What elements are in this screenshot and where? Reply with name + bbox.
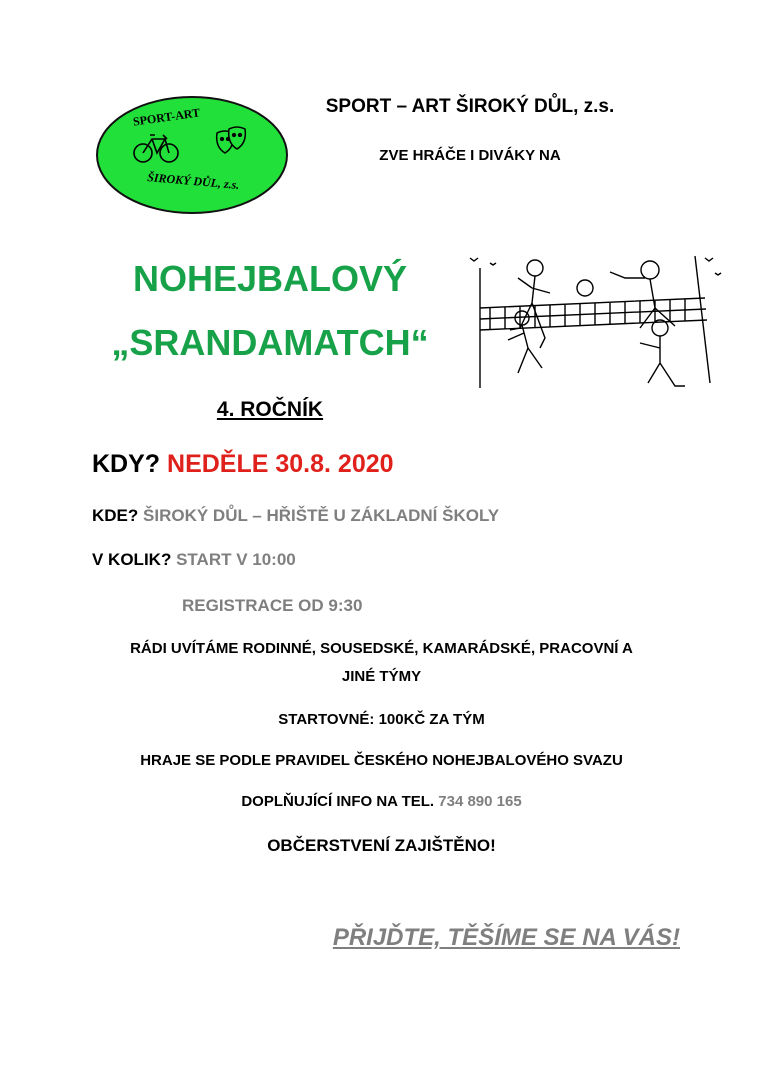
teams-text-line2: JINÉ TÝMY [341, 668, 422, 685]
refreshments-text: OBČERSTVENÍ ZAJIŠTĚNO! [267, 836, 496, 855]
time-label: V KOLIK? [92, 550, 172, 569]
organization-name: SPORT – ART ŠIROKÝ DŮL, z.s. [325, 96, 615, 117]
edition-label: 4. ROČNÍK [216, 398, 324, 421]
footvolley-cartoon [460, 248, 730, 393]
where-row [92, 506, 499, 526]
time-value: START V 10:00 [176, 550, 296, 569]
event-title-line1: NOHEJBALOVÝ [132, 258, 408, 299]
where-label: KDE? [92, 506, 139, 525]
teams-text-line1: RÁDI UVÍTÁME RODINNÉ, SOUSEDSKÉ, KAMARÁDSKÉ, PRACOVNÍ A [130, 640, 633, 657]
registration-time: REGISTRACE OD 9:30 [182, 596, 363, 615]
logo-top-text: SPORT-ART [132, 105, 201, 129]
contact-label: DOPLŇUJÍCÍ INFO NA TEL. [241, 793, 435, 810]
contact-phone: 734 890 165 [438, 793, 522, 810]
invitation-text: ZVE HRÁČE I DIVÁKY NA [379, 147, 561, 164]
closing-invitation: PŘIJĎTE, TĚŠÍME SE NA VÁS! [332, 924, 680, 951]
when-row [92, 450, 394, 479]
rules-text: HRAJE SE PODLE PRAVIDEL ČESKÉHO NOHEJBALOVÉHO SVAZU [140, 752, 623, 769]
event-title-line2: „SRANDAMATCH“ [111, 322, 429, 363]
where-value: ŠIROKÝ DŮL – HŘIŠTĚ U ZÁKLADNÍ ŠKOLY [143, 506, 500, 525]
time-row [92, 550, 296, 570]
contact-info [60, 793, 703, 810]
entry-fee: STARTOVNÉ: 100KČ ZA TÝM [278, 711, 485, 728]
when-value: NEDĚLE 30.8. 2020 [167, 450, 394, 478]
when-label: KDY? [92, 450, 161, 478]
sport-art-logo [95, 95, 290, 215]
logo-bottom-text: ŠIROKÝ DŮL, z.s. [146, 170, 240, 193]
